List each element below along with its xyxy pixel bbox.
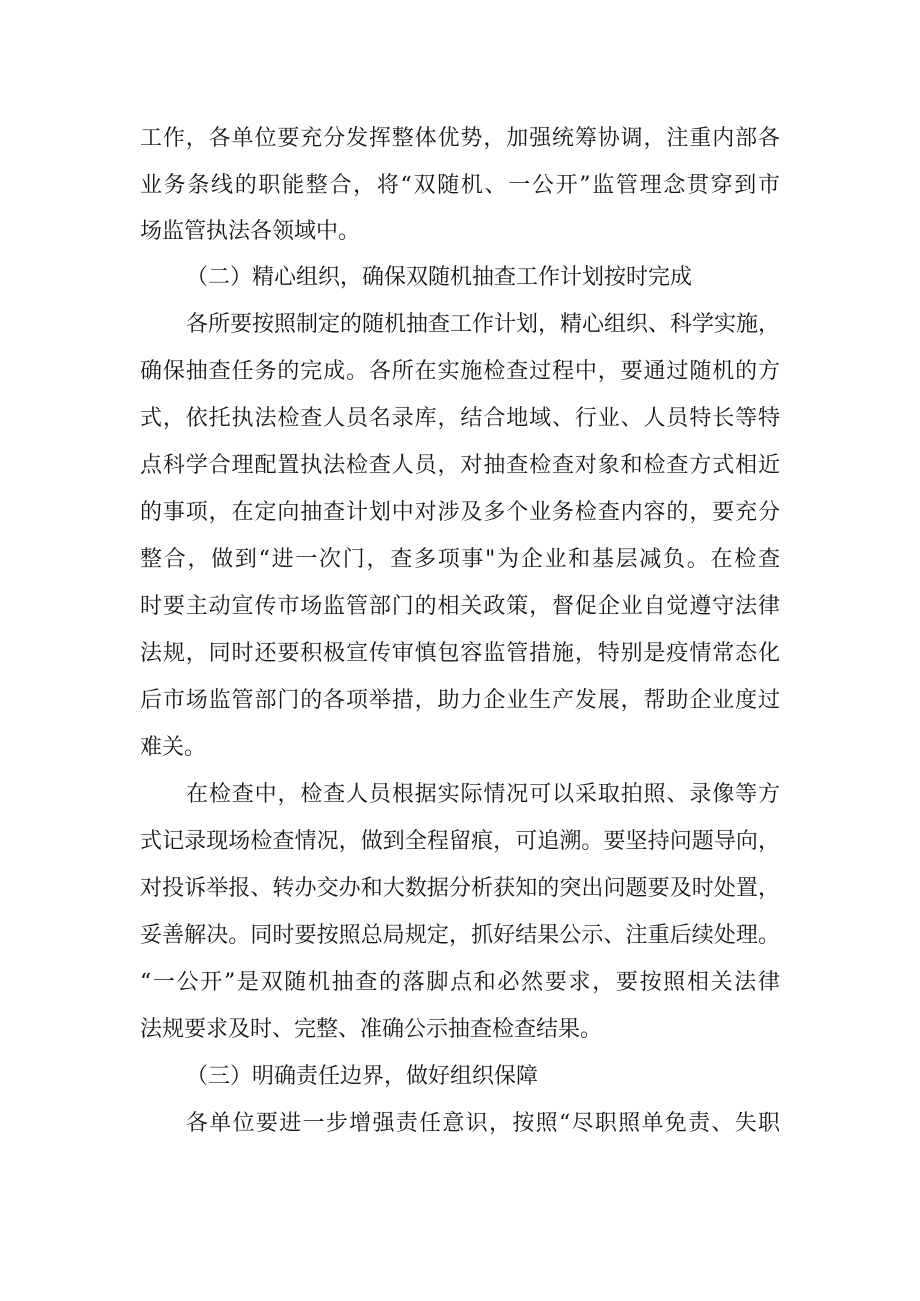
paragraph-3-line: 式记录现场检查情况，做到全程留痕，可追溯。要坚持问题导向， <box>140 829 780 854</box>
paragraph-3-line: 在检查中，检查人员根据实际情况可以采取拍照、录像等方 <box>186 782 780 807</box>
paragraph-3-line: “一公开”是双随机抽查的落脚点和必然要求，要按照相关法律 <box>140 970 780 995</box>
paragraph-2-line: 整合，做到“进一次门，查多项事"为企业和基层减负。在检查 <box>140 547 780 572</box>
paragraph-4-line: 各单位要进一步增强责任意识，按照“尽职照单免责、失职 <box>186 1111 780 1136</box>
paragraph-2-line: 后市场监管部门的各项举措，助力企业生产发展，帮助企业度过 <box>140 688 780 713</box>
paragraph-2-line: 法规，同时还要积极宣传审慎包容监管措施，特别是疫情常态化 <box>140 641 780 666</box>
paragraph-2-line: 难关。 <box>140 735 207 760</box>
paragraph-2-line: 各所要按照制定的随机抽查工作计划，精心组织、科学实施， <box>186 312 781 337</box>
paragraph-3-line: 妥善解决。同时要按照总局规定，抓好结果公示、注重后续处理。 <box>140 923 780 948</box>
section-heading-3: （三）明确责任边界，做好组织保障 <box>186 1064 539 1089</box>
paragraph-2-line: 的事项，在定向抽查计划中对涉及多个业务检查内容的，要充分 <box>140 500 780 525</box>
section-heading-2: （二）精心组织，确保双随机抽查工作计划按时完成 <box>186 265 693 290</box>
intro-paragraph-line: 场监管执法各领域中。 <box>140 219 361 244</box>
intro-paragraph-line: 工作，各单位要充分发挥整体优势，加强统筹协调，注重内部各 <box>140 126 780 151</box>
paragraph-2-line: 点科学合理配置执法检查人员，对抽查检查对象和检查方式相近 <box>140 453 780 478</box>
intro-paragraph-line: 业务条线的职能整合，将“双随机、一公开”监管理念贯穿到市 <box>140 173 780 198</box>
paragraph-2-line: 式，依托执法检查人员名录库，结合地域、行业、人员特长等特 <box>140 406 780 431</box>
paragraph-2-line: 确保抽查任务的完成。各所在实施检查过程中，要通过随机的方 <box>140 359 780 384</box>
paragraph-3-line: 对投诉举报、转办交办和大数据分析获知的突出问题要及时处置， <box>140 876 780 901</box>
paragraph-2-line: 时要主动宣传市场监管部门的相关政策，督促企业自觉遵守法律 <box>140 594 780 619</box>
paragraph-3-line: 法规要求及时、完整、准确公示抽查检查结果。 <box>140 1017 603 1042</box>
